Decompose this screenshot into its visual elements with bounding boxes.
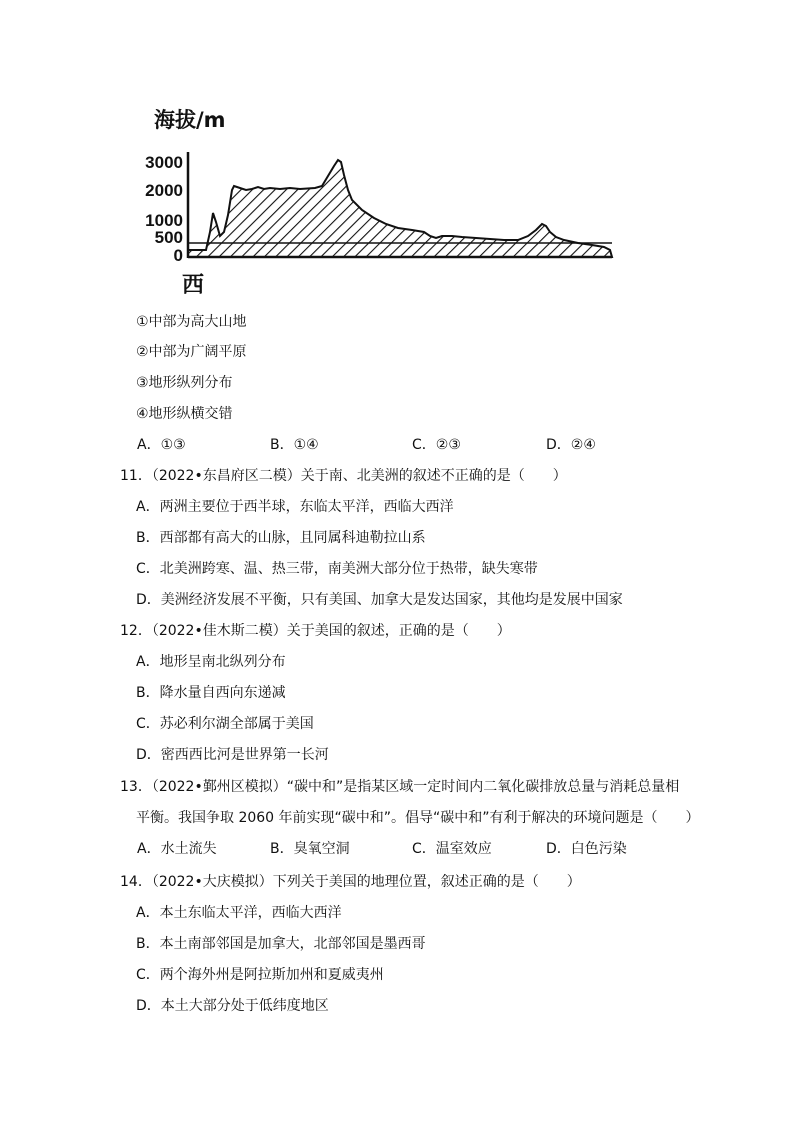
q14-option-c[interactable]: C．两个海外州是阿拉斯加州和夏威夷州 <box>136 967 384 983</box>
q14-option-b[interactable]: B．本土南部邻国是加拿大，北部邻国是墨西哥 <box>136 936 426 952</box>
q10-option-b[interactable]: B．①④ <box>270 437 319 453</box>
q12-option-a[interactable]: A．地形呈南北纵列分布 <box>136 654 286 670</box>
q10-statement-3: ③地形纵列分布 <box>136 375 233 391</box>
q13-stem-line-1: 13．（2022•鄞州区模拟）“碳中和”是指某区域一定时间内二氧化碳排放总量与消耗总量相 <box>120 779 680 795</box>
q10-option-d[interactable]: D．②④ <box>546 437 596 453</box>
y-tick-500: 500 <box>154 228 183 247</box>
q13-option-d[interactable]: D．白色污染 <box>546 841 627 857</box>
y-tick-1000: 1000 <box>145 211 183 230</box>
terrain-profile-chart <box>150 100 620 300</box>
q10-option-c[interactable]: C．②③ <box>412 437 461 453</box>
q13-stem-line-2: 平衡。我国争取 2060 年前实现“碳中和”。倡导“碳中和”有利于解决的环境问题是（ ） <box>136 810 700 826</box>
q11-option-a[interactable]: A．两洲主要位于西半球，东临太平洋，西临大西洋 <box>136 499 454 515</box>
q11-option-b[interactable]: B．西部都有高大的山脉，且同属科迪勒拉山系 <box>136 530 426 546</box>
q13-option-c[interactable]: C．温室效应 <box>412 841 492 857</box>
q13-option-a[interactable]: A．水土流失 <box>137 841 217 857</box>
y-tick-0: 0 <box>173 246 183 265</box>
y-tick-3000: 3000 <box>145 153 183 172</box>
terrain-area <box>188 160 612 257</box>
q12-stem: 12．（2022•佳木斯二模）关于美国的叙述，正确的是（ ） <box>120 623 511 639</box>
y-tick-2000: 2000 <box>145 181 183 200</box>
q14-option-d[interactable]: D．本土大部分处于低纬度地区 <box>136 998 329 1014</box>
q12-option-b[interactable]: B．降水量自西向东递减 <box>136 685 286 701</box>
q14-stem: 14．（2022•大庆模拟）下列关于美国的地理位置，叙述正确的是（ ） <box>120 874 581 890</box>
q11-stem: 11．（2022•东昌府区二模）关于南、北美洲的叙述不正确的是（ ） <box>120 468 567 484</box>
y-axis-label: 海拔/m <box>154 108 226 132</box>
q10-statement-4: ④地形纵横交错 <box>136 406 233 422</box>
q11-option-c[interactable]: C．北美洲跨寒、温、热三带，南美洲大部分位于热带，缺失寒带 <box>136 561 538 577</box>
q14-option-a[interactable]: A．本土东临太平洋，西临大西洋 <box>136 905 342 921</box>
direction-label-west: 西 <box>182 273 205 298</box>
q12-option-d[interactable]: D．密西西比河是世界第一长河 <box>136 747 329 763</box>
q10-statement-2: ②中部为广阔平原 <box>136 344 247 360</box>
q10-statement-1: ①中部为高大山地 <box>136 314 247 330</box>
q11-option-d[interactable]: D．美洲经济发展不平衡，只有美国、加拿大是发达国家，其他均是发展中国家 <box>136 592 623 608</box>
q13-option-b[interactable]: B．臭氧空洞 <box>270 841 350 857</box>
q12-option-c[interactable]: C．苏必利尔湖全部属于美国 <box>136 716 314 732</box>
q10-option-a[interactable]: A．①③ <box>137 437 186 453</box>
